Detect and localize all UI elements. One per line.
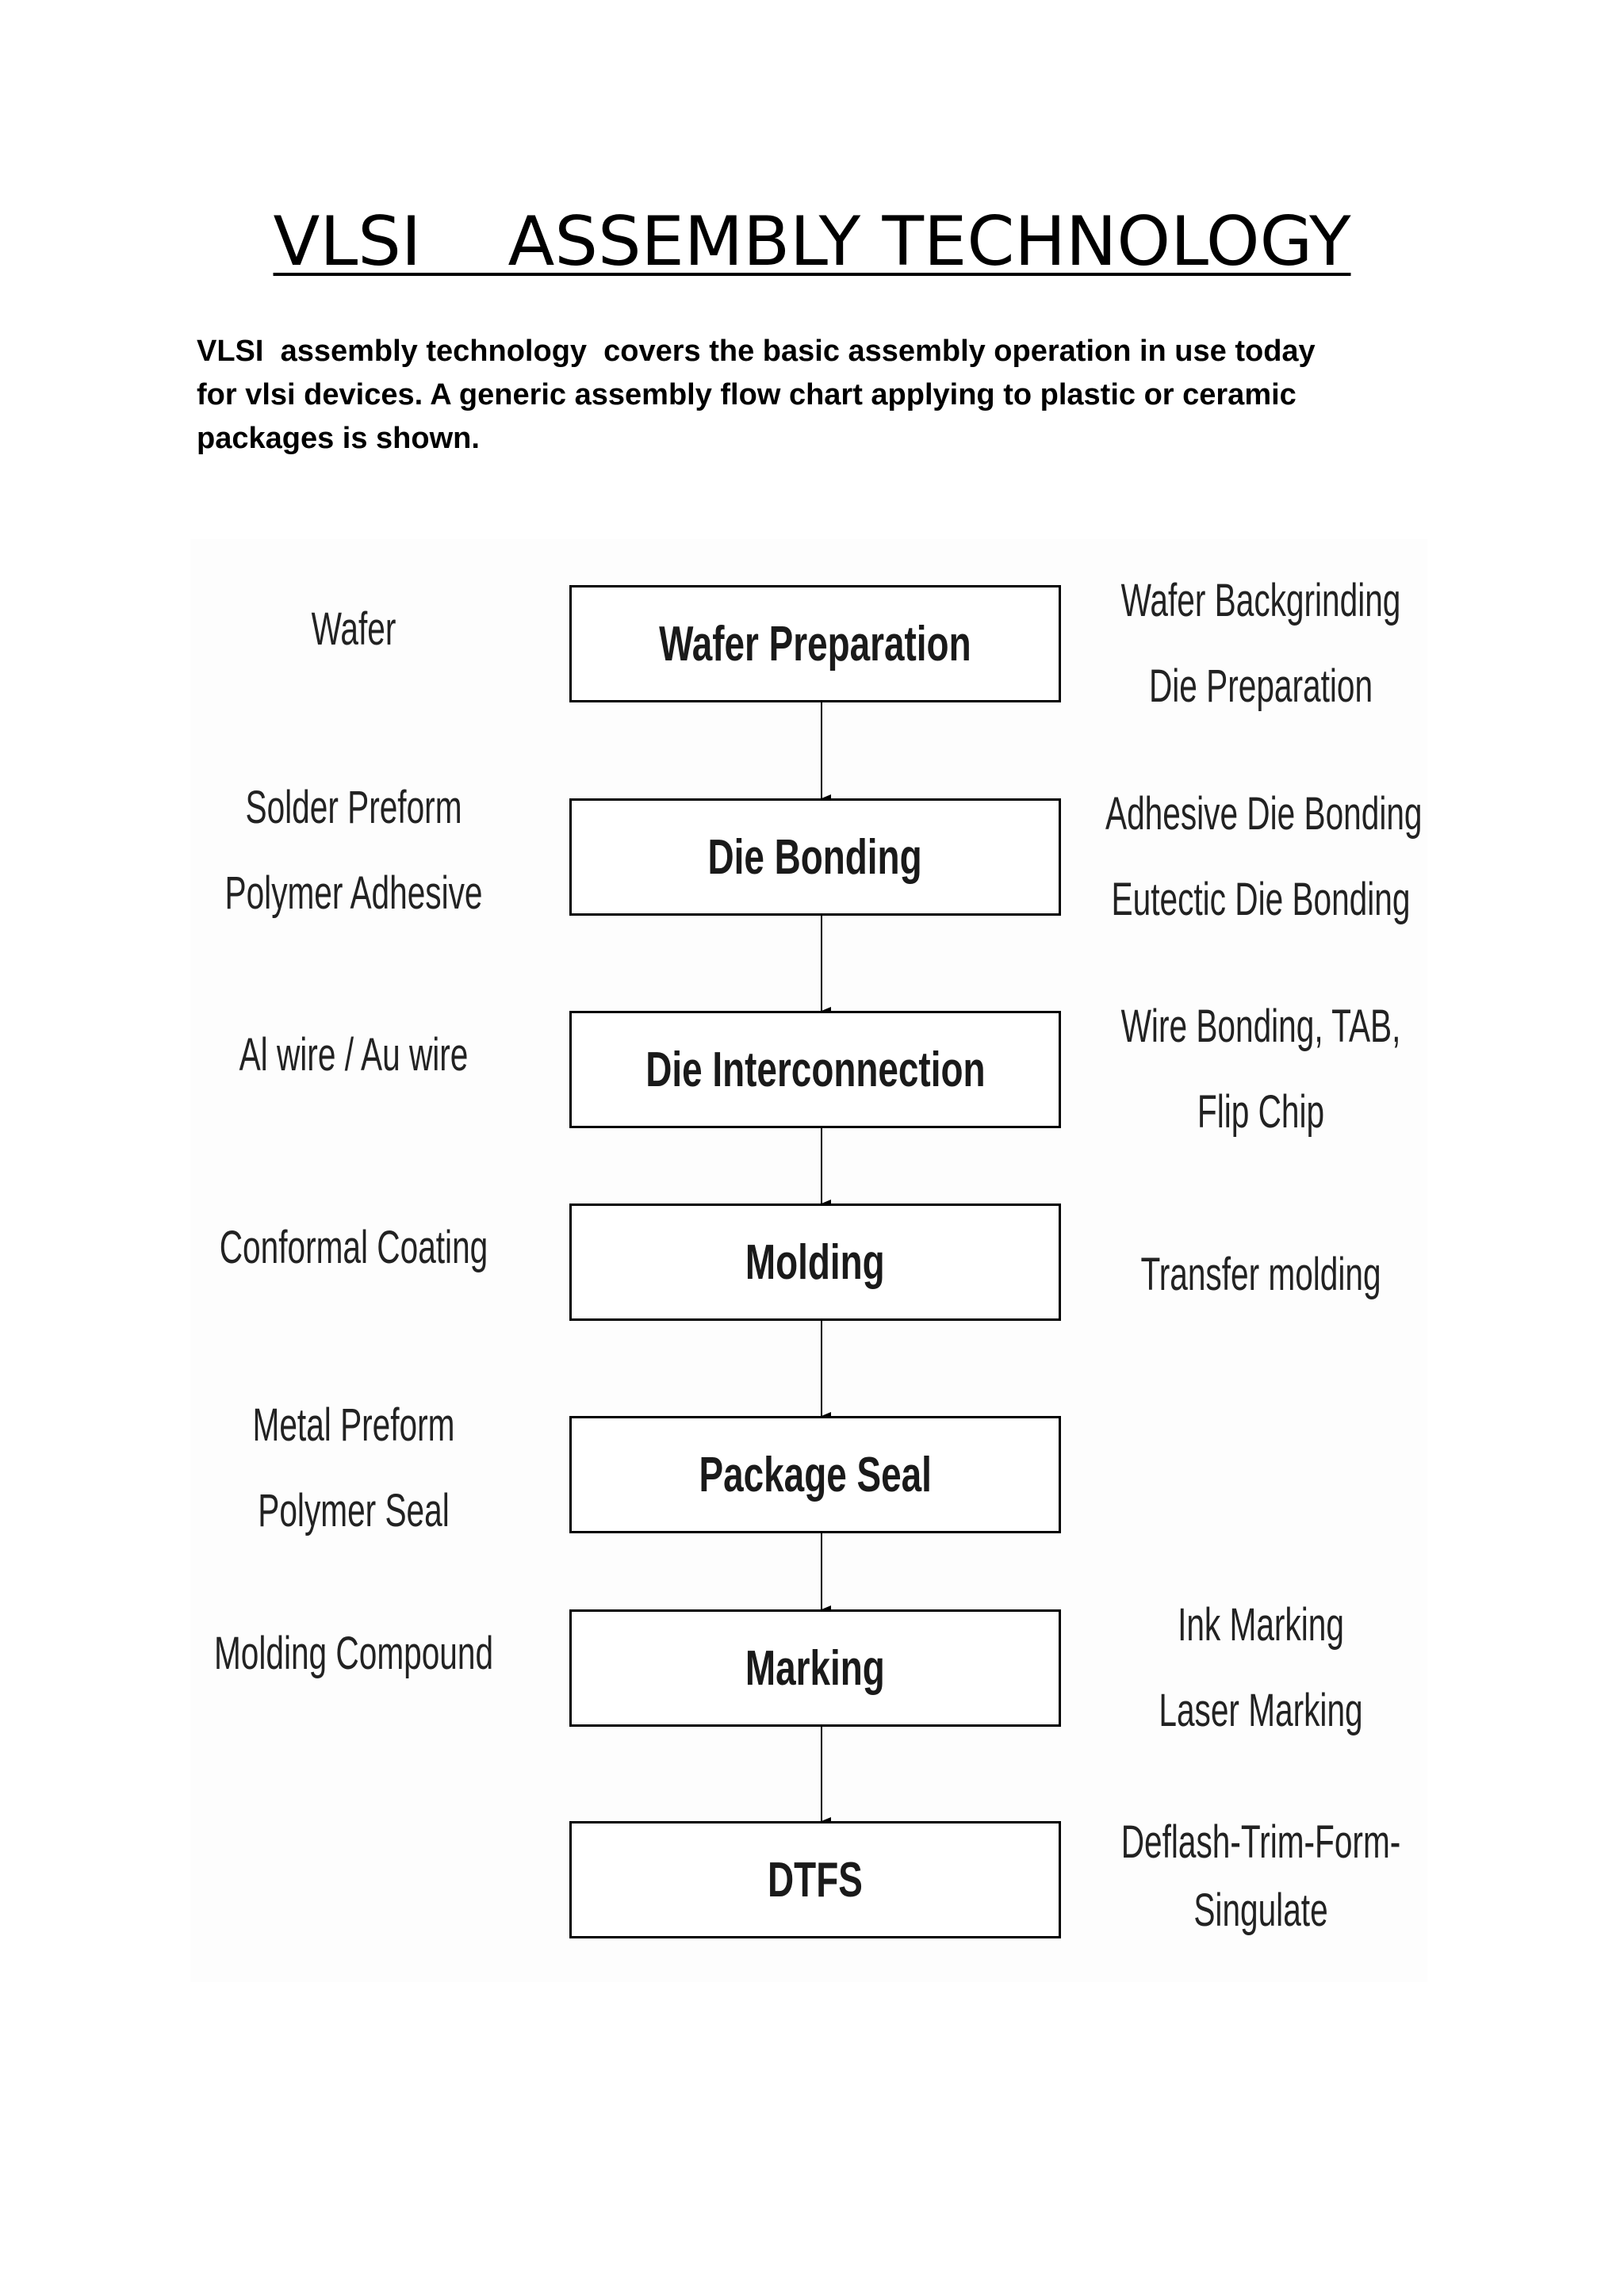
material-label: Molding Compound: [213, 1628, 494, 1679]
material-label: Conformal Coating: [219, 1222, 488, 1273]
page-title-text: VLSI ASSEMBLY TECHNOLOGY: [273, 202, 1351, 281]
flow-step-label: Wafer Preparation: [659, 616, 971, 672]
flow-step-box: [569, 585, 1061, 702]
step-materials: [132, 1205, 576, 1291]
flow-step-label: Die Interconnection: [645, 1042, 986, 1097]
step-materials: [132, 587, 576, 672]
material-label: Metal Preform: [252, 1399, 455, 1451]
flow-step-label: Molding: [745, 1234, 885, 1290]
step-methods: [1039, 771, 1483, 943]
step-methods: [1039, 558, 1483, 729]
step-methods: [1039, 984, 1483, 1155]
step-methods: [1039, 1582, 1483, 1754]
flow-step-box: [569, 1416, 1061, 1533]
method-label: Ink Marking: [1178, 1599, 1344, 1651]
step-methods: [1039, 1808, 1483, 1945]
method-label: Laser Marking: [1159, 1685, 1363, 1736]
method-label: Wire Bonding, TAB,: [1120, 1001, 1401, 1052]
method-label: Adhesive Die Bonding: [1105, 788, 1423, 840]
method-label: Transfer molding: [1140, 1249, 1381, 1300]
material-label: Solder Preform: [245, 782, 462, 833]
material-label: Al wire / Au wire: [239, 1029, 469, 1081]
material-label: Polymer Adhesive: [224, 867, 483, 919]
flow-step-box: [569, 798, 1061, 916]
material-label: Polymer Seal: [258, 1485, 450, 1536]
flow-step-label: Marking: [745, 1640, 885, 1696]
step-materials: [132, 1012, 576, 1098]
flow-step-label: Die Bonding: [707, 829, 923, 885]
method-label: Die Preparation: [1148, 660, 1373, 712]
flow-step-box: [569, 1609, 1061, 1727]
step-materials: [132, 1611, 576, 1697]
method-label: Eutectic Die Bonding: [1111, 874, 1411, 925]
flow-step-box: [569, 1821, 1061, 1938]
flow-step-label: Package Seal: [699, 1447, 932, 1502]
step-materials: [132, 765, 576, 936]
method-label: Wafer Backgrinding: [1120, 575, 1401, 626]
step-methods: [1039, 1232, 1483, 1318]
intro-paragraph: VLSI assembly technology covers the basic assembly operation in use today for vlsi devices. A generic assembly flow chart applying to plastic or ceramic packages is shown.: [197, 335, 1316, 455]
material-label: Wafer: [311, 603, 396, 655]
step-materials: [132, 1383, 576, 1554]
method-label: Singulate: [1193, 1885, 1328, 1936]
flow-step-box: [569, 1011, 1061, 1128]
method-label: Deflash-Trim-Form-: [1120, 1816, 1401, 1868]
flow-step-box: [569, 1203, 1061, 1321]
flow-step-label: DTFS: [768, 1852, 863, 1908]
method-label: Flip Chip: [1197, 1086, 1325, 1138]
